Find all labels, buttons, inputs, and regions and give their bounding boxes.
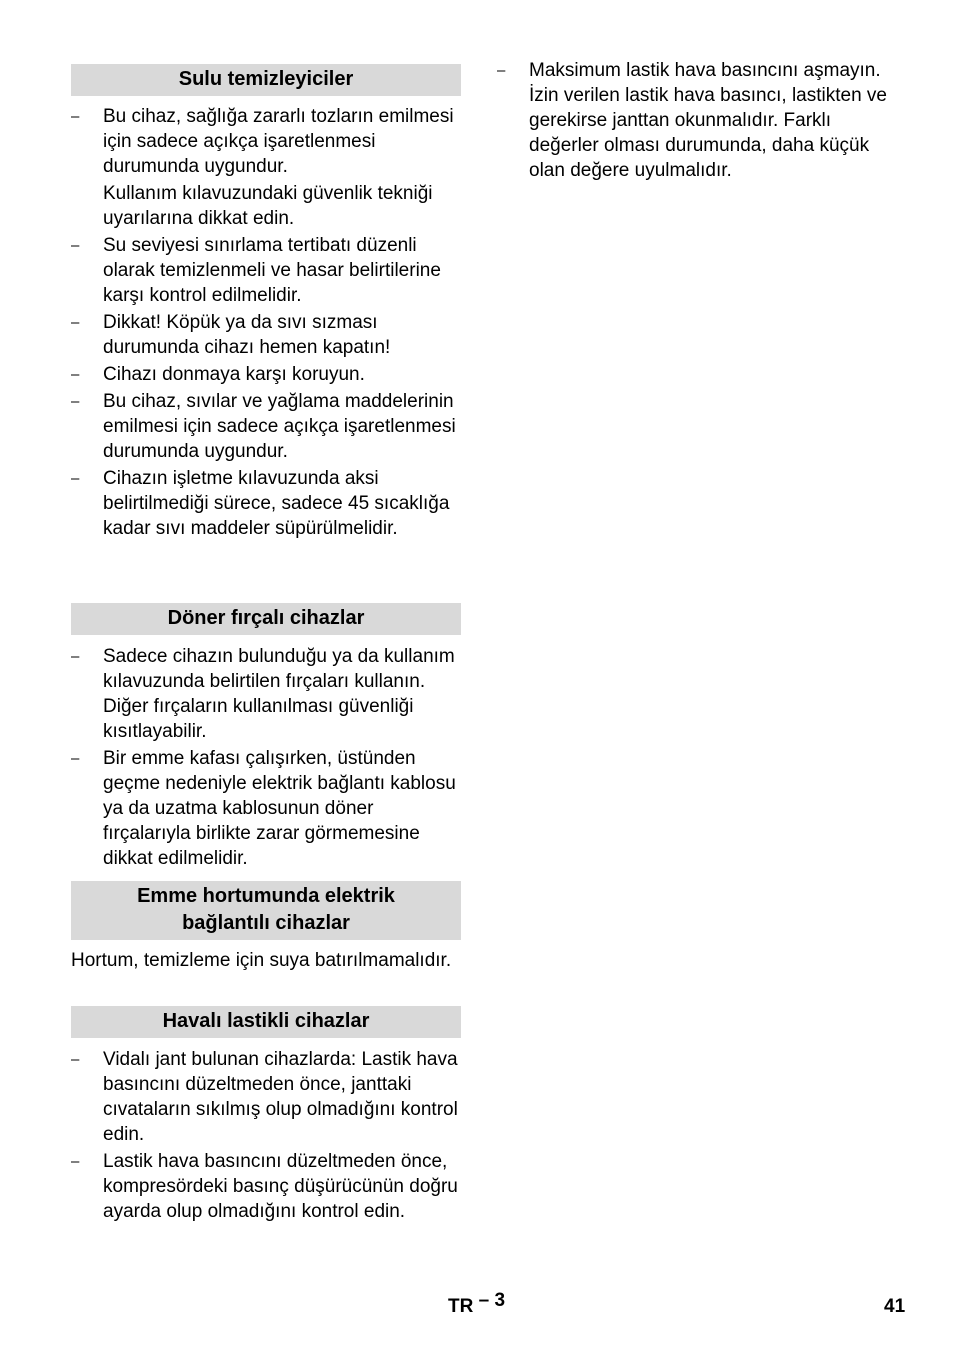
section-heading <box>71 881 461 940</box>
list-item-text: Cihazı donmaya karşı koruyun. <box>103 364 365 385</box>
list-item <box>71 104 461 231</box>
page-number: 41 <box>884 1296 906 1317</box>
section-emme-hortumu <box>71 881 461 973</box>
footer-section-label <box>448 1290 506 1319</box>
list-item-text: Bu cihaz, sıvılar ve yağlama maddelerinin emilmesi için sadece açıkça işaretlenmesi durumunda uygundur. <box>103 391 456 462</box>
section-heading: Havalı lastikli cihazlar <box>71 1006 461 1038</box>
section-doner-fircali-cihazlar <box>71 603 461 873</box>
section-heading-line: bağlantılı cihazlar <box>182 912 350 934</box>
section-heading: Sulu temizleyiciler <box>71 64 461 96</box>
list-item <box>71 1149 461 1224</box>
list-item-text: Su seviyesi sınırlama tertibatı düzenli olarak temizlenmeli ve hasar belirtilerine karşı kontrol edilmelidir. <box>103 235 441 306</box>
bullet-list <box>71 104 461 541</box>
section-heading: Döner fırçalı cihazlar <box>71 603 461 635</box>
right-column <box>497 58 887 185</box>
list-item-text: Sadece cihazın bulunduğu ya da kullanım kılavuzunda belirtilen fırçaları kullanın. Diğer fırçaların kullanılması güvenliği kısıtlayabilir. <box>103 646 455 742</box>
list-item <box>71 1047 461 1147</box>
list-item-text: Vidalı jant bulunan cihazlarda: Lastik hava basıncını düzeltmeden önce, janttaki cıvataların sıkılmış olup olmadığını kontrol edin. <box>103 1049 458 1145</box>
bullet-list <box>497 58 887 183</box>
section-heading-line: Emme hortumunda elektrik <box>137 885 395 907</box>
list-item <box>71 644 461 744</box>
list-item <box>71 310 461 360</box>
list-item-text: Maksimum lastik hava basıncını aşmayın. İzin verilen lastik hava basıncı, lastikten ve gerekirse janttan okunmalıdır. Farklı değerler olması durumunda, daha küçük olan değere uyulmalıdır. <box>529 60 888 181</box>
list-item <box>497 58 887 183</box>
list-item <box>71 362 461 387</box>
section-paragraph: Hortum, temizleme için suya batırılmamalıdır. <box>71 950 452 971</box>
list-item <box>71 233 461 308</box>
footer-section-page: 3 <box>494 1290 506 1311</box>
list-item <box>71 746 461 871</box>
bullet-list <box>71 1047 461 1224</box>
list-item-text: Lastik hava basıncını düzeltmeden önce, kompresördeki basınç düşürücünün doğru ayarda olup olmadığını kontrol edin. <box>103 1151 458 1222</box>
list-item-text: Cihazın işletme kılavuzunda aksi belirtilmediği sürece, sadece 45 sıcaklığa kadar sıvı maddeler süpürülmelidir. <box>103 468 450 539</box>
list-item <box>71 389 461 464</box>
list-item-text: Dikkat! Köpük ya da sıvı sızması durumunda cihazı hemen kapatın! <box>103 312 391 358</box>
list-item-note: Kullanım kılavuzundaki güvenlik tekniği uyarılarına dikkat edin. <box>103 183 433 229</box>
footer-dash: – <box>478 1290 490 1311</box>
list-item <box>71 466 461 541</box>
section-sulu-temizleyiciler <box>71 64 461 543</box>
section-havali-lastikli-cihazlar <box>71 1006 461 1226</box>
footer-lang: TR <box>448 1296 474 1317</box>
bullet-list <box>71 644 461 871</box>
list-item-text: Bir emme kafası çalışırken, üstünden geçme nedeniyle elektrik bağlantı kablosu ya da uzatma kablosunun döner fırçalarıyla birlikte zarar görmemesine dikkat edilmelidir. <box>103 748 456 869</box>
list-item-text: – Bu cihaz, sağlığa zararlı tozların emilmesi için sadece açıkça işaretlenmesi durumunda uygundur. <box>103 106 454 177</box>
